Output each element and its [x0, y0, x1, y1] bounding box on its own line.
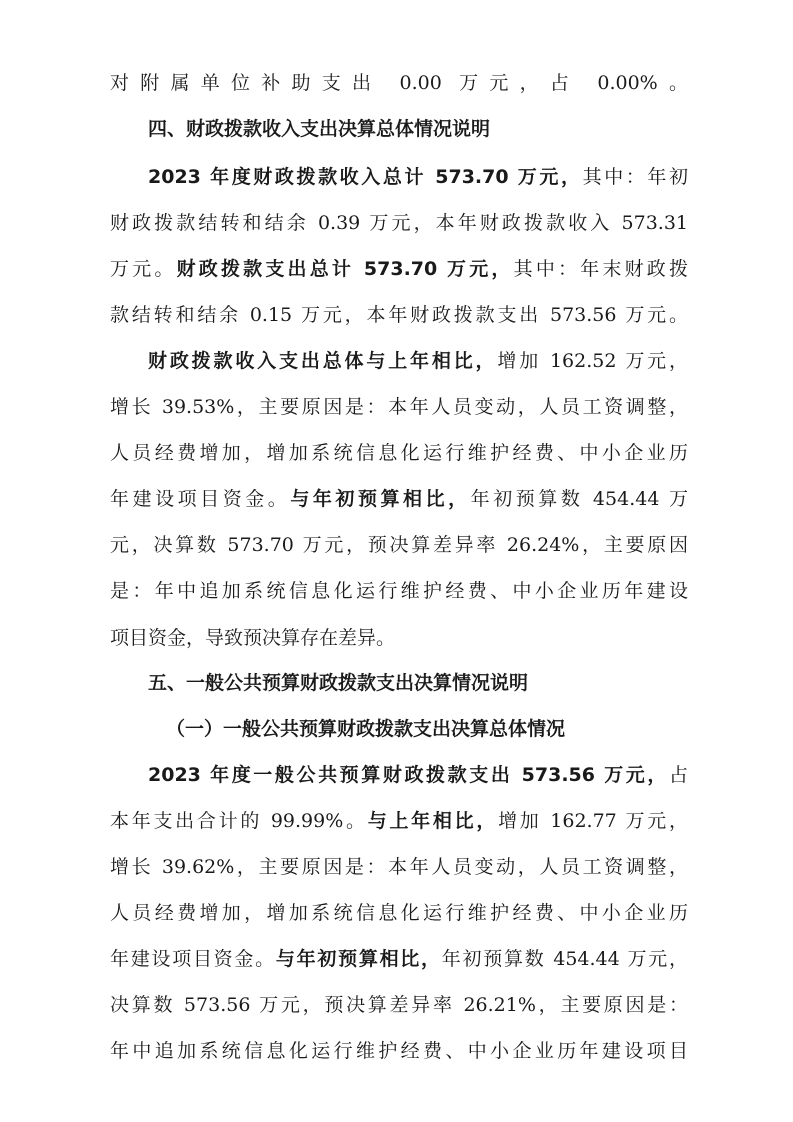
body-text: 增加 162.77 万元， — [498, 810, 688, 832]
body-line — [110, 807, 688, 835]
body-line — [110, 255, 688, 283]
body-line — [148, 163, 688, 191]
body-text: 年初预算数 454.44 万 — [470, 488, 688, 510]
body-line: 款结转和结余 0.15 万元，本年财政拨款支出 573.56 万元。 — [110, 304, 688, 326]
body-line: 是：年中追加系统信息化运行维护经费、中小企业历年建设 — [110, 580, 688, 602]
body-line: 财政拨款结转和结余 0.39 万元，本年财政拨款收入 573.31 — [110, 212, 688, 234]
body-text: 增加 162.52 万元， — [497, 350, 688, 372]
body-line: 增长 39.62%，主要原因是：本年人员变动，人员工资调整， — [110, 856, 688, 878]
body-line: 人员经费增加，增加系统信息化运行维护经费、中小企业历 — [110, 442, 688, 464]
body-text: 其中：年末财政拨 — [513, 258, 688, 280]
subsection-heading-5-1: （一）一般公共预算财政拨款支出决算总体情况 — [166, 718, 566, 740]
bold-text: 2023 年度一般公共预算财政拨款支出 573.56 万元， — [148, 764, 669, 786]
body-text: 年建设项目资金。 — [110, 948, 276, 970]
body-line: 年中追加系统信息化运行维护经费、中小企业历年建设项目 — [110, 1040, 688, 1062]
bold-text: 与年初预算相比， — [290, 488, 471, 510]
body-line: 人员经费增加，增加系统信息化运行维护经费、中小企业历 — [110, 902, 688, 924]
body-line: 项目资金，导致预决算存在差异。 — [110, 627, 396, 649]
section-heading-5: 五、一般公共预算财政拨款支出决算情况说明 — [148, 672, 529, 694]
body-line — [148, 347, 688, 375]
section-heading-4: 四、财政拨款收入支出决算总体情况说明 — [148, 118, 491, 140]
bold-text: 2023 年度财政拨款收入总计 573.70 万元， — [148, 166, 583, 188]
body-text: 其中：年初 — [582, 166, 688, 188]
bold-text: 与年初预算相比， — [275, 948, 442, 970]
body-line — [148, 761, 688, 789]
body-line — [110, 485, 688, 513]
body-text: 本年支出合计的 99.99%。 — [110, 810, 368, 832]
bold-text: 与上年相比， — [367, 810, 499, 832]
body-text: 万元。 — [110, 258, 177, 280]
body-line: 元，决算数 573.70 万元，预决算差异率 26.24%，主要原因 — [110, 534, 688, 556]
bold-text: 财政拨款支出总计 573.70 万元， — [176, 258, 514, 280]
body-line: 决算数 573.56 万元，预决算差异率 26.21%，主要原因是： — [110, 994, 688, 1016]
body-line — [110, 945, 688, 973]
body-text: 年初预算数 454.44 万元， — [441, 948, 688, 970]
body-line: 增长 39.53%，主要原因是：本年人员变动，人员工资调整， — [110, 396, 688, 418]
body-line: 对附属单位补助支出 0.00 万元，占 0.00%。 — [110, 72, 688, 94]
body-text: 年建设项目资金。 — [110, 488, 291, 510]
body-text: 占 — [668, 764, 688, 786]
bold-text: 财政拨款收入支出总体与上年相比， — [148, 350, 498, 372]
